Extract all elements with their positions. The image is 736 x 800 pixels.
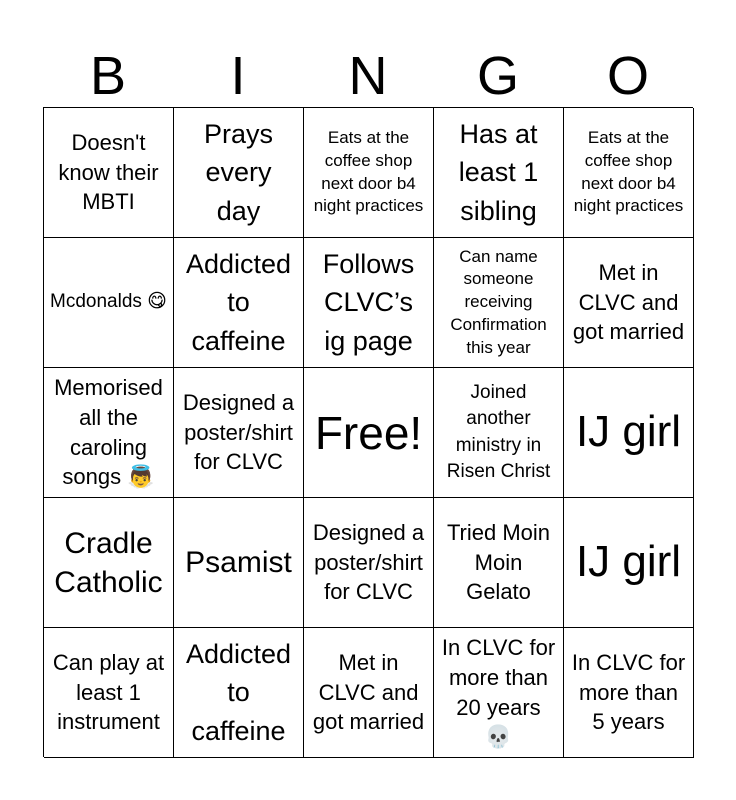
bingo-cell[interactable] [434,108,564,238]
cell-text: Mcdonalds 😋 [50,291,167,313]
cell-text: Prays every day [203,119,274,226]
cell-text: Doesn't know their MBTI [58,129,159,215]
cell-text: Has at least 1 sibling [458,119,539,226]
cell-text: Can play at least 1 instrument [52,649,165,735]
bingo-cell[interactable] [174,628,304,758]
cell-text: Follows CLVC’s ig page [322,249,415,356]
cell-text: Met in CLVC and got married [312,649,425,735]
bingo-cell[interactable] [174,108,304,238]
cell-text: Memorised all the caroling songs 👼 [54,374,163,490]
header-letter-b: B [89,46,127,106]
bingo-cell[interactable] [174,498,304,628]
bingo-cell[interactable] [564,498,694,628]
cell-text: Addicted to caffeine [185,249,292,356]
bingo-cell[interactable] [174,368,304,498]
bingo-cell[interactable] [564,368,694,498]
header-letter-o: O [606,46,649,106]
bingo-board [43,107,693,757]
cell-text: Free! [314,406,423,459]
cell-text: Designed a poster/shirt for CLVC [182,389,295,475]
bingo-cell[interactable] [304,108,434,238]
cell-text: Joined another ministry in Risen Christ [446,382,551,482]
bingo-cell[interactable] [304,238,434,368]
cell-text: In CLVC for more than 5 years [571,649,686,735]
bingo-cell[interactable] [434,368,564,498]
bingo-cell[interactable] [44,628,174,758]
bingo-cell[interactable] [434,238,564,368]
bingo-cell[interactable] [304,628,434,758]
bingo-cell[interactable] [304,498,434,628]
bingo-cell[interactable] [44,108,174,238]
bingo-cell[interactable] [44,238,174,368]
bingo-cell[interactable] [564,238,694,368]
bingo-header [43,45,693,107]
bingo-cell[interactable] [434,628,564,758]
cell-text: Eats at the coffee shop next door b4 night practices [573,127,684,216]
cell-text: Can name someone receiving Confirmation this year [450,246,547,357]
header-letter-n: N [348,46,388,106]
cell-text: Cradle Catholic [54,526,163,599]
cell-text: Addicted to caffeine [185,639,292,746]
bingo-cell[interactable] [44,368,174,498]
header-letter-i: I [230,46,246,106]
cell-text: Psamist [185,546,292,579]
cell-text: Tried Moin Moin Gelato [446,519,551,605]
bingo-cell[interactable] [44,498,174,628]
bingo-cell[interactable] [434,498,564,628]
cell-text: In CLVC for more than 20 years 💀 [441,634,556,750]
cell-text: Designed a poster/shirt for CLVC [312,519,425,605]
bingo-cell[interactable] [564,628,694,758]
bingo-cell[interactable] [174,238,304,368]
cell-text: IJ girl [575,537,682,587]
bingo-cell[interactable] [564,108,694,238]
header-letter-g: G [476,46,519,106]
free-space-cell[interactable] [304,368,434,498]
cell-text: Met in CLVC and got married [572,259,685,345]
cell-text: IJ girl [575,407,682,457]
cell-text: Eats at the coffee shop next door b4 night practices [313,127,424,216]
